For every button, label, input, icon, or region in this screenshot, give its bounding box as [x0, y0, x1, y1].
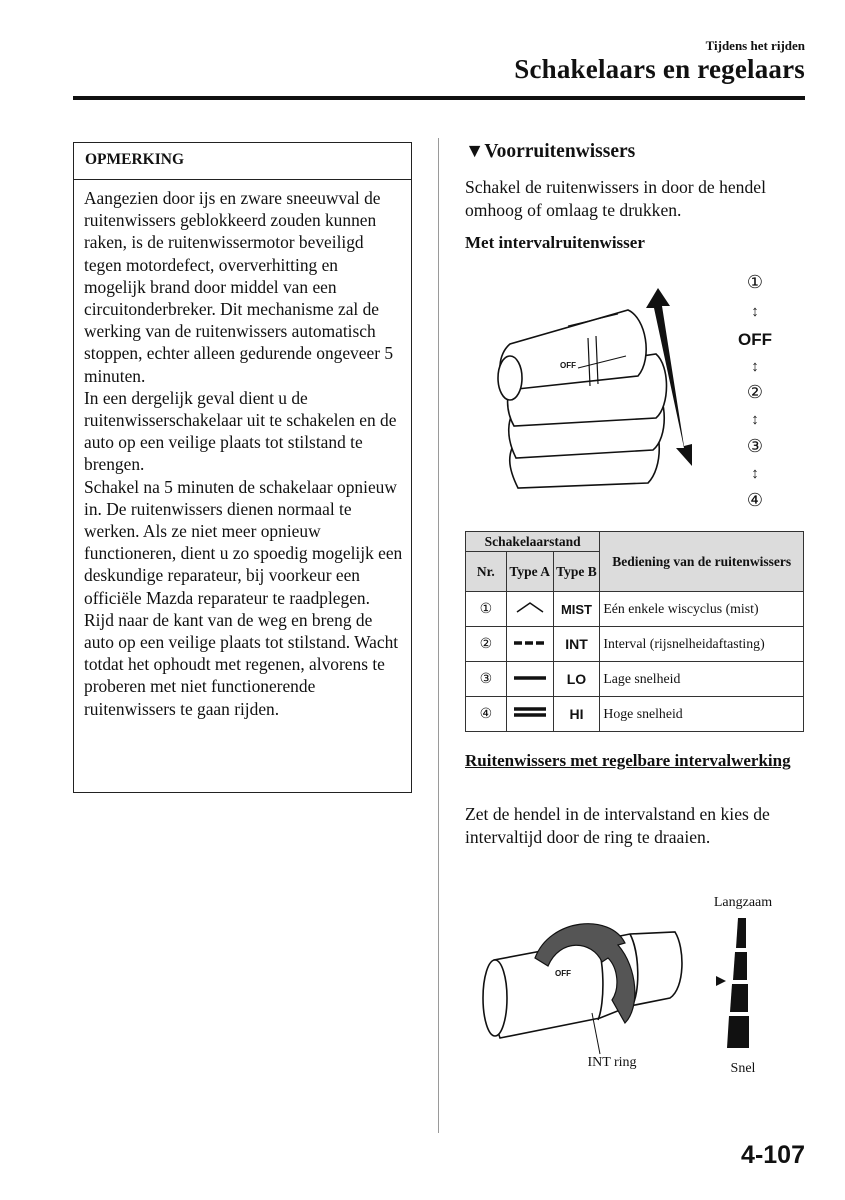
subheading-adjustable-interval: Ruitenwissers met regelbare intervalwerking: [465, 751, 791, 770]
row-type-b: LO: [553, 662, 600, 697]
dashed-line-icon: [506, 627, 553, 662]
row-description: Lage snelheid: [600, 662, 804, 697]
section-title: [465, 141, 635, 163]
table-header-type-a: Type A: [506, 552, 553, 592]
page-title: Schakelaars en regelaars: [514, 54, 805, 84]
note-paragraph: Schakel na 5 minuten de schakelaar opnieuw in. De ruitenwissers dienen normaal te werken. Als ze niet meer opnieuw functioneren, dient u zo spoedig mogelijk een deskundige reparateur, bij voorkeur een officiële Mazda reparateur te raadplegen. Rijd naar de kant van de weg en breng de auto op een veilige plaats tot stilstand. Wacht totdat het ophoudt met regenen, alvorens te proberen met niet functionerende ruitenwissers te gaan rijden.: [84, 476, 403, 719]
subheading-interval-wiper: Met intervalruitenwisser: [465, 233, 645, 252]
table-row: [466, 627, 804, 662]
table-header-nr: Nr.: [466, 552, 507, 592]
position-arrow: ↕: [751, 303, 759, 320]
note-body: [74, 180, 411, 720]
wiper-lever-illustration: [478, 268, 808, 518]
table-row: [466, 697, 804, 732]
note-heading: OPMERKING: [74, 143, 411, 180]
triangle-down-icon: ▼: [465, 141, 485, 162]
lever-off-marking: OFF: [555, 969, 571, 978]
section-title-text: Voorruitenwissers: [484, 141, 636, 162]
interval-scale: [716, 918, 749, 1048]
position-1-label: ①: [746, 272, 764, 292]
section-header: Tijdens het rijden: [705, 38, 805, 53]
lever-off-marking: OFF: [560, 361, 576, 370]
scale-pointer: [716, 976, 726, 986]
label-fast: Snel: [730, 1061, 756, 1076]
row-nr: ④: [466, 697, 507, 732]
table-header-type-b: Type B: [553, 552, 600, 592]
row-description: Interval (rijsnelheidaftasting): [600, 627, 804, 662]
row-nr: ②: [466, 627, 507, 662]
table-header-description: Bediening van de ruitenwissers: [600, 532, 804, 592]
position-4-label: ④: [746, 490, 764, 510]
label-int-ring: INT ring: [587, 1055, 637, 1070]
row-description: Hoge snelheid: [600, 697, 804, 732]
note-box: [73, 142, 412, 793]
position-arrow: ↕: [751, 358, 759, 375]
note-paragraph: Aangezien door ijs en zware sneeuwval de ruitenwissers geblokkeerd zouden kunnen raken, is de ruitenwissermotor beveiligd tegen motordefect, oververhitting en mogelijk brand door middel van een circuitonderbreker. Dit mechanisme zal de werking van de ruitenwissers automatisch stoppen, echter alleen gedurende ongeveer 5 minuten.: [84, 188, 394, 386]
position-off-label: OFF: [738, 330, 772, 349]
double-line-icon: [506, 697, 553, 732]
row-type-b: INT: [553, 627, 600, 662]
row-type-b: HI: [553, 697, 600, 732]
wiper-positions-table: [465, 531, 804, 732]
column-divider: [438, 138, 439, 1133]
mist-arc-icon: [506, 592, 553, 627]
row-type-b: MIST: [553, 592, 600, 627]
lever-stack-drawing: [498, 310, 667, 488]
row-description: Eén enkele wiscyclus (mist): [600, 592, 804, 627]
adjustable-interval-text: Zet de hendel in de intervalstand en kies de intervaltijd door de ring te draaien.: [465, 804, 770, 847]
row-nr: ③: [466, 662, 507, 697]
position-labels: [738, 272, 772, 510]
int-ring-illustration: [480, 888, 810, 1088]
note-paragraph: In een dergelijk geval dient u de ruitenwisserschakelaar uit te schakelen en de auto op een veilige plaats tot stilstand te brengen.: [84, 387, 397, 475]
position-arrow: ↕: [751, 411, 759, 428]
table-header-group: Schakelaarstand: [466, 532, 600, 552]
position-arrow: ↕: [751, 465, 759, 482]
row-nr: ①: [466, 592, 507, 627]
header-rule: [73, 96, 805, 100]
position-3-label: ③: [746, 436, 764, 456]
lever-drawing: [483, 932, 682, 1038]
single-line-icon: [506, 662, 553, 697]
label-slow: Langzaam: [713, 895, 773, 910]
page-number: 4-107: [741, 1141, 805, 1169]
table-row: [466, 592, 804, 627]
section-intro: Schakel de ruitenwissers in door de hendel omhoog of omlaag te drukken.: [465, 177, 766, 220]
table-row: [466, 662, 804, 697]
position-2-label: ②: [746, 382, 764, 402]
